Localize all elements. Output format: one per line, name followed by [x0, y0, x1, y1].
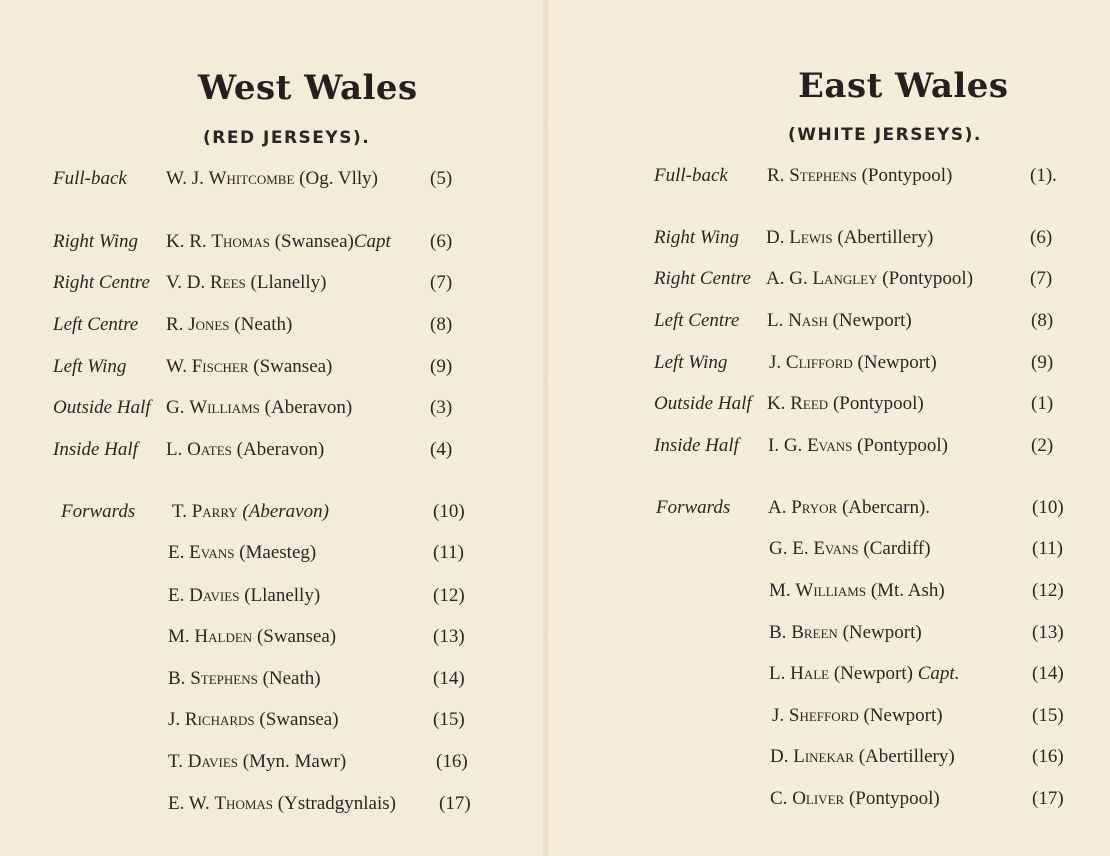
player-name: [168, 709, 339, 731]
player-row: [0, 168, 546, 194]
player-initials: K.: [767, 393, 786, 414]
position-label-forwards: Forwards: [656, 497, 731, 518]
player-club: (Newport): [863, 705, 943, 726]
player-club: (Og. Vlly): [299, 168, 378, 189]
player-surname: Davies: [189, 585, 240, 606]
player-row: [548, 393, 1110, 419]
west-wales-title: West Wales: [198, 68, 418, 108]
player-number: (6): [430, 231, 453, 252]
player-row: [0, 397, 546, 423]
player-name: [768, 497, 930, 519]
player-row: [0, 709, 546, 735]
player-name: [168, 585, 320, 607]
player-number: (16): [436, 751, 468, 772]
player-surname: Whitcombe: [208, 168, 295, 189]
player-surname: Jones: [188, 314, 230, 335]
player-number: (3): [430, 397, 453, 418]
player-club: (Ystradgynlais): [277, 793, 396, 814]
player-number: (9): [430, 356, 453, 377]
player-initials: B.: [769, 622, 787, 643]
player-row: [0, 231, 546, 257]
player-club: (Newport): [842, 622, 922, 643]
player-name: [767, 165, 952, 187]
player-initials: J.: [772, 705, 785, 726]
player-club: (Myn. Mawr): [242, 751, 347, 772]
player-club: (Neath): [262, 668, 321, 689]
player-number: (1): [1031, 393, 1054, 414]
player-name: [769, 622, 922, 644]
player-surname: Evans: [189, 542, 235, 563]
player-name: [168, 793, 396, 815]
player-initials: T.: [172, 501, 187, 522]
player-initials: V. D.: [166, 272, 206, 293]
player-name: [172, 501, 329, 523]
player-surname: Evans: [813, 538, 859, 559]
player-number: (17): [1032, 788, 1064, 809]
player-row: [0, 668, 546, 694]
player-club: (Pontypool): [848, 788, 940, 809]
player-initials: E.: [168, 585, 185, 606]
player-initials: L.: [166, 439, 183, 460]
player-number: (2): [1031, 435, 1054, 456]
player-initials: B.: [168, 668, 186, 689]
position-label-forwards: Forwards: [61, 501, 136, 522]
player-row: [0, 501, 546, 527]
player-number: (13): [1032, 622, 1064, 643]
player-surname: Reed: [790, 393, 829, 414]
player-surname: Nash: [788, 310, 828, 331]
player-name: [767, 310, 912, 332]
captain-marker: Capt.: [917, 663, 960, 684]
player-surname: Halden: [194, 626, 253, 647]
player-name: [767, 393, 924, 415]
player-surname: Richards: [184, 709, 255, 730]
player-initials: J.: [769, 352, 782, 373]
west-wales-subtitle: (RED JERSEYS).: [203, 128, 371, 148]
player-club: (Swansea): [253, 356, 333, 377]
player-row: [548, 352, 1110, 378]
player-club: (Pontypool): [861, 165, 953, 186]
player-surname: Evans: [807, 435, 853, 456]
position-label-right-wing: Right Wing: [53, 231, 138, 252]
player-number: (11): [433, 542, 464, 563]
player-club: (Llanelly): [244, 585, 321, 606]
position-label-left-wing: Left Wing: [654, 352, 728, 373]
player-row: [0, 272, 546, 298]
player-name: [168, 751, 346, 773]
player-row: [548, 746, 1110, 772]
position-label-right-centre: Right Centre: [654, 268, 751, 289]
player-name: [168, 626, 336, 648]
player-initials: E.: [168, 542, 185, 563]
east-wales-title: East Wales: [798, 66, 1009, 106]
player-surname: Stephens: [789, 165, 857, 186]
player-row: [548, 165, 1110, 191]
player-name: [166, 397, 352, 419]
player-name: [770, 746, 955, 768]
player-row: [0, 439, 546, 465]
player-row: [0, 585, 546, 611]
player-club: (Aberavon): [264, 397, 353, 418]
player-name: [769, 580, 945, 602]
player-initials: D.: [770, 746, 789, 767]
player-number: (4): [430, 439, 453, 460]
position-label-inside-half: Inside Half: [53, 439, 138, 460]
player-club: (Swansea): [259, 709, 339, 730]
player-row: [548, 622, 1110, 648]
player-name: [772, 705, 943, 727]
player-row: [548, 227, 1110, 253]
player-club: (Abercarn).: [841, 497, 931, 518]
position-label-right-wing: Right Wing: [654, 227, 739, 248]
player-name: [168, 668, 321, 690]
player-name: [168, 542, 316, 564]
player-initials: M.: [769, 580, 791, 601]
player-initials: G. E.: [769, 538, 809, 559]
player-initials: A.: [768, 497, 787, 518]
player-initials: W.: [166, 356, 187, 377]
player-club: (Aberavon): [242, 501, 329, 522]
player-number: (14): [433, 668, 465, 689]
player-initials: E. W.: [168, 793, 210, 814]
player-name: [166, 168, 378, 190]
player-club: (Newport): [857, 352, 937, 373]
player-initials: G.: [166, 397, 185, 418]
player-initials: R.: [767, 165, 785, 186]
player-club: (Newport): [832, 310, 912, 331]
player-row: [548, 788, 1110, 814]
player-row: [0, 626, 546, 652]
position-label-left-wing: Left Wing: [53, 356, 127, 377]
player-surname: Oates: [187, 439, 232, 460]
player-number: (6): [1030, 227, 1053, 248]
player-name: [768, 435, 948, 457]
player-initials: M.: [168, 626, 190, 647]
player-number: (15): [433, 709, 465, 730]
player-club: (Aberavon): [236, 439, 325, 460]
player-name: [166, 272, 327, 294]
player-initials: L.: [767, 310, 784, 331]
player-name: [166, 314, 292, 336]
player-number: (9): [1031, 352, 1054, 373]
player-name: [769, 352, 937, 374]
player-initials: I. G.: [768, 435, 803, 456]
player-surname: Langley: [812, 268, 878, 289]
player-number: (10): [433, 501, 465, 522]
player-surname: Hale: [790, 663, 830, 684]
player-surname: Williams: [795, 580, 867, 601]
player-initials: T.: [168, 751, 183, 772]
player-surname: Fischer: [191, 356, 249, 377]
player-name: [766, 268, 973, 290]
player-number: (5): [430, 168, 453, 189]
player-surname: Lewis: [789, 227, 833, 248]
player-club: (Neath): [234, 314, 293, 335]
player-number: (7): [1030, 268, 1053, 289]
player-number: (15): [1032, 705, 1064, 726]
player-surname: Shefford: [788, 705, 859, 726]
left-page: [0, 0, 546, 856]
player-club: (Swansea): [274, 231, 354, 252]
player-initials: C.: [770, 788, 788, 809]
player-name: [770, 788, 940, 810]
player-club: (Abertillery): [837, 227, 934, 248]
player-club: (Maesteg): [239, 542, 317, 563]
player-row: [548, 580, 1110, 606]
position-label-full-back: Full-back: [53, 168, 127, 189]
player-surname: Thomas: [214, 793, 274, 814]
player-row: [0, 314, 546, 340]
player-row: [548, 663, 1110, 689]
player-row: [0, 751, 546, 777]
player-number: (16): [1032, 746, 1064, 767]
position-label-outside-half: Outside Half: [654, 393, 752, 414]
player-club: (Newport): [833, 663, 913, 684]
player-row: [0, 793, 546, 819]
player-row: [0, 542, 546, 568]
player-club: (Pontypool): [832, 393, 924, 414]
player-number: (1).: [1030, 165, 1057, 186]
player-row: [548, 310, 1110, 336]
player-initials: K. R.: [166, 231, 207, 252]
player-initials: L.: [769, 663, 786, 684]
player-row: [548, 497, 1110, 523]
position-label-outside-half: Outside Half: [53, 397, 151, 418]
player-initials: D.: [766, 227, 785, 248]
player-number: (7): [430, 272, 453, 293]
player-surname: Parry: [191, 501, 238, 522]
player-name: [766, 227, 933, 249]
player-number: (8): [430, 314, 453, 335]
player-initials: R.: [166, 314, 184, 335]
player-surname: Davies: [187, 751, 239, 772]
player-number: (10): [1032, 497, 1064, 518]
player-surname: Linekar: [793, 746, 854, 767]
position-label-left-centre: Left Centre: [654, 310, 740, 331]
player-surname: Breen: [791, 622, 838, 643]
player-club: (Abertillery): [858, 746, 955, 767]
player-club: (Swansea): [256, 626, 337, 647]
player-name: [166, 356, 332, 378]
player-name: [769, 663, 959, 685]
player-initials: A. G.: [766, 268, 808, 289]
player-row: [548, 538, 1110, 564]
player-initials: J.: [168, 709, 181, 730]
player-row: [548, 435, 1110, 461]
player-surname: Williams: [189, 397, 260, 418]
player-name: [166, 439, 324, 461]
player-row: [0, 356, 546, 382]
player-surname: Oliver: [792, 788, 845, 809]
player-surname: Rees: [210, 272, 246, 293]
player-surname: Clifford: [785, 352, 853, 373]
position-label-right-centre: Right Centre: [53, 272, 150, 293]
captain-marker: Capt: [353, 231, 391, 252]
player-row: [548, 268, 1110, 294]
player-initials: W. J.: [166, 168, 204, 189]
player-surname: Pryor: [791, 497, 838, 518]
player-number: (13): [433, 626, 465, 647]
player-row: [548, 705, 1110, 731]
player-surname: Stephens: [190, 668, 258, 689]
east-wales-subtitle: (WHITE JERSEYS).: [788, 125, 982, 145]
player-number: (17): [439, 793, 471, 814]
player-club: (Llanelly): [250, 272, 327, 293]
player-club: (Mt. Ash): [870, 580, 945, 601]
right-page: [548, 0, 1110, 856]
player-number: (12): [433, 585, 465, 606]
player-name: [166, 231, 391, 253]
position-label-inside-half: Inside Half: [654, 435, 739, 456]
player-number: (11): [1032, 538, 1063, 559]
player-club: (Pontypool): [882, 268, 974, 289]
player-club: (Pontypool): [857, 435, 948, 456]
position-label-full-back: Full-back: [654, 165, 728, 186]
position-label-left-centre: Left Centre: [53, 314, 139, 335]
player-number: (14): [1032, 663, 1064, 684]
player-number: (8): [1031, 310, 1054, 331]
player-name: [769, 538, 931, 560]
player-surname: Thomas: [211, 231, 270, 252]
player-club: (Cardiff): [863, 538, 931, 559]
player-number: (12): [1032, 580, 1064, 601]
